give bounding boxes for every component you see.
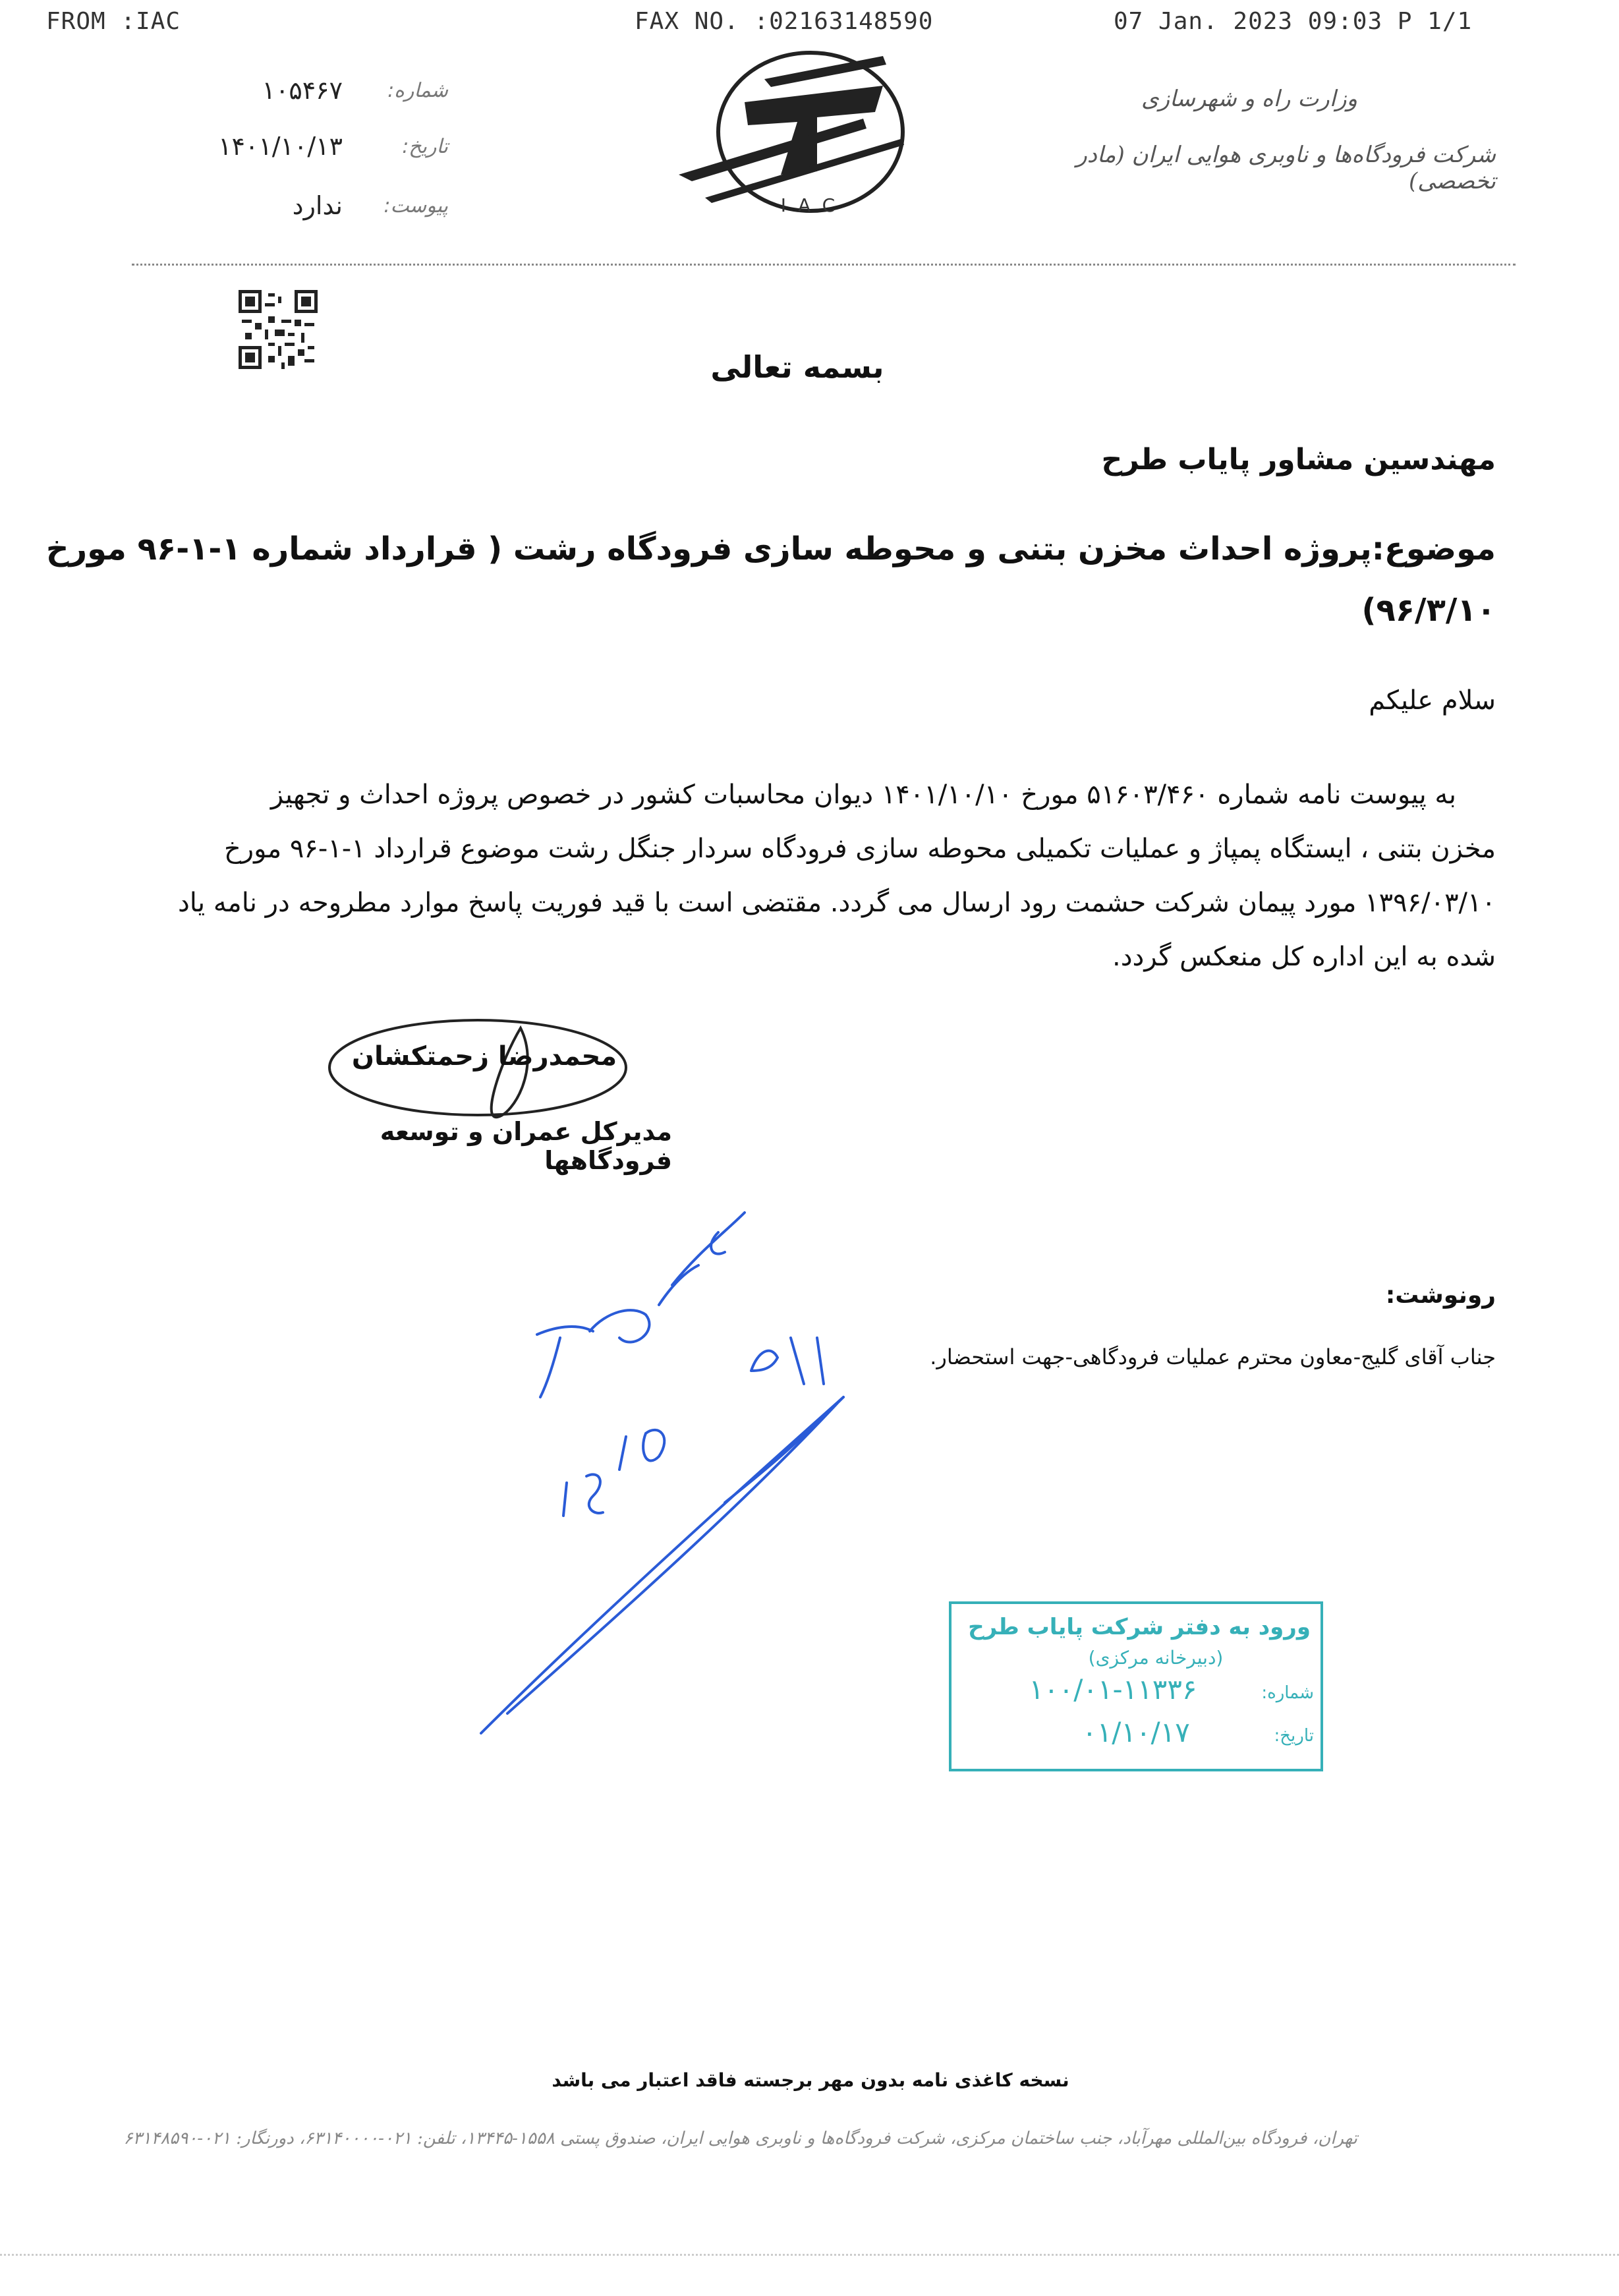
qr-code	[239, 290, 318, 369]
stamp-date-label: تاریخ:	[1274, 1726, 1314, 1746]
letter-attachment-label: پیوست:	[383, 194, 448, 217]
fax-number: FAX NO. :02163148590	[635, 8, 934, 35]
stamp-title: ورود به دفتر شرکت پایاب طرح	[968, 1614, 1311, 1640]
signatory-title: مدیرکل عمران و توسعه فرودگاهها	[380, 1117, 672, 1175]
footer-divider	[0, 2254, 1619, 2256]
letter-date: ۱۴۰۱/۱۰/۱۳	[218, 132, 343, 161]
iac-logo	[666, 40, 916, 224]
subject-line-1: موضوع:پروژه احداث مخزن بتنی و محوطه سازی فرودگاه رشت ( قرارداد شماره ۱-۱-۹۶ مورخ	[45, 531, 1496, 567]
entry-stamp	[949, 1601, 1323, 1771]
letter-number: ۱۰۵۴۶۷	[262, 76, 343, 105]
stamp-number: ۱۰۰/۰۱-۱۱۳۳۶	[1029, 1673, 1197, 1706]
body-line-2: مخزن بتنی ، ایستگاه پمپاژ و عملیات تکمیلی محوطه سازی فرودگاه سردار جنگل رشت موضوع قرارداد ۱-۱-۹۶ مورخ	[223, 834, 1496, 864]
body-line-1: به پیوست نامه شماره ۵۱۶۰۳/۴۶۰ مورخ ۱۴۰۱/۱۰/۱۰ دیوان محاسبات کشور در خصوص پروژه احداث و تجهیز	[270, 780, 1456, 810]
letter-date-label: تاریخ:	[402, 135, 448, 158]
recipient: مهندسین مشاور پایاب طرح	[1101, 443, 1496, 476]
handwritten-annotation-icon	[461, 1173, 923, 1799]
letterhead-ministry: وزارت راه و شهرسازی	[1141, 86, 1357, 112]
fax-datetime-page: 07 Jan. 2023 09:03 P 1/1	[1114, 8, 1473, 35]
letter-attachment: ندارد	[292, 191, 343, 220]
logo-text: IAC	[780, 194, 847, 216]
cc-label: رونوشت:	[1385, 1282, 1496, 1309]
footer-address: تهران، فرودگاه بین‌المللی مهرآباد، جنب ساختمان مرکزی، شرکت فرودگاه‌ها و ناوبری هوایی ایران، صندوق پستی ۱۵۵۸-۱۳۴۴۵، تلفن: ۰۲۱-۶۳۱۴۰۰۰۰، دورنگار: ۰۲۱-۶۳۱۴۸۵۹۰	[123, 2129, 1357, 2148]
stamp-date: ۰۱/۱۰/۱۷	[1082, 1716, 1190, 1748]
fax-from: FROM :IAC	[46, 8, 181, 35]
bismillah: بسمه تعالی	[710, 349, 884, 385]
letterhead-company: شرکت فرودگاه‌ها و ناوبری هوایی ایران (مادر تخصصی)	[1076, 142, 1496, 194]
letter-meta	[185, 72, 461, 244]
subject-line-2: ۹۶/۳/۱۰)	[1361, 592, 1496, 629]
body-line-3: ۱۳۹۶/۰۳/۱۰ مورد پیمان شرکت حشمت رود ارسال می گردد. مقتضی است با قید فوریت پاسخ موارد مطروحه در نامه یاد	[177, 888, 1496, 918]
stamp-number-label: شماره:	[1261, 1683, 1314, 1703]
letter-number-label: شماره:	[387, 79, 448, 102]
signatory-name: محمدرضا زحمتکشان	[351, 1041, 617, 1072]
body-line-4: شده به این اداره کل منعکس گردد.	[1112, 942, 1496, 972]
handwritten-note	[461, 1173, 923, 1799]
cc-line: جناب آقای گلیج-معاون محترم عملیات فرودگاهی-جهت استحضار.	[930, 1344, 1496, 1369]
qr-code-icon	[239, 290, 318, 369]
footer-notice: نسخه کاغذی نامه بدون مهر برجسته فاقد اعتبار می باشد	[552, 2069, 1069, 2091]
stamp-subtitle: (دبیرخانه مرکزی)	[1088, 1647, 1224, 1669]
greeting: سلام علیکم	[1369, 685, 1496, 716]
header-divider	[132, 264, 1516, 266]
